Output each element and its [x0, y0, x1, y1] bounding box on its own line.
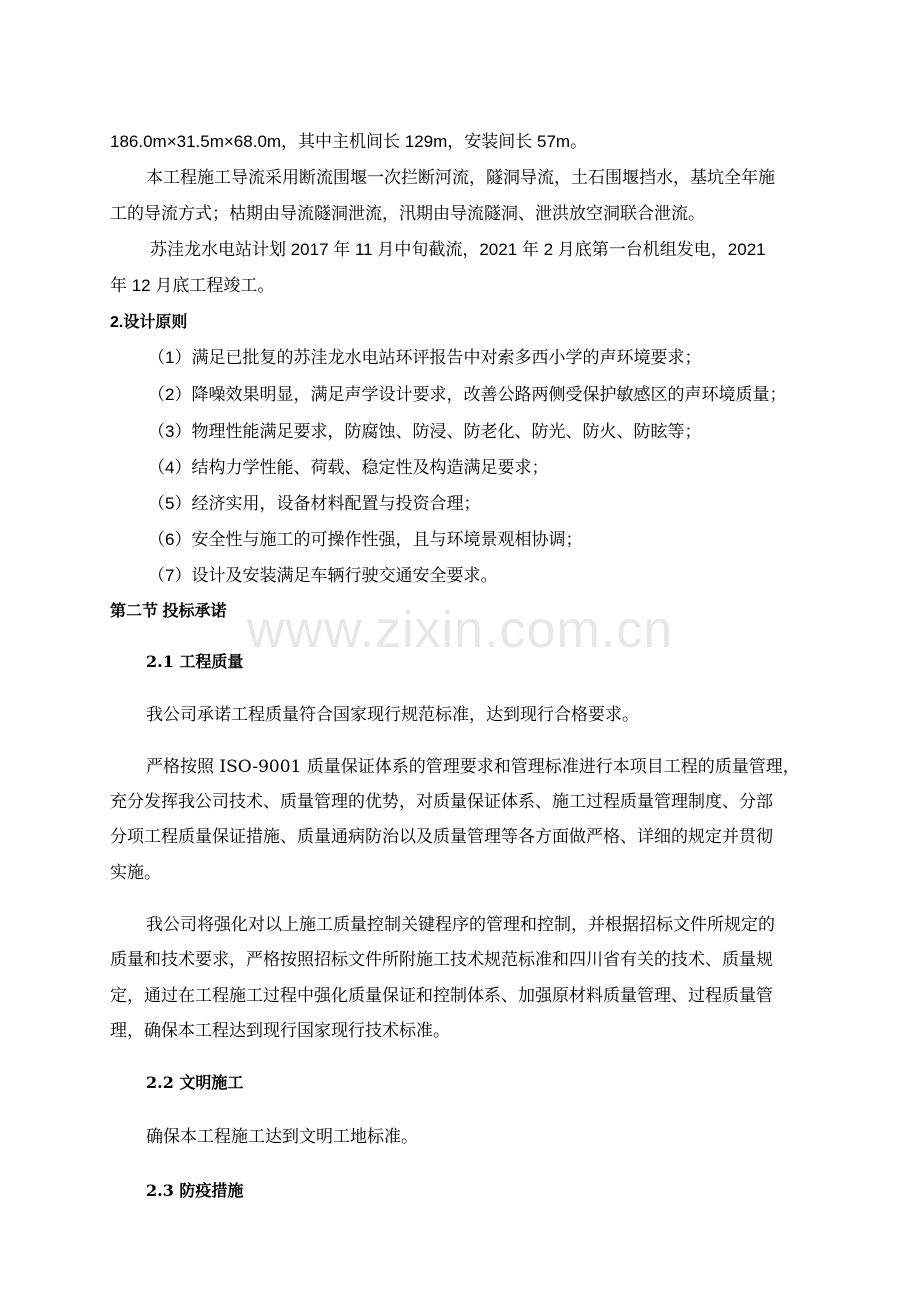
quality-paragraph-2-line: 严格按照 ISO-9001 质量保证体系的管理要求和管理标准进行本项目工程的质量管理，: [146, 757, 800, 777]
design-principles-heading: 2.设计原则: [110, 314, 188, 331]
quality-paragraph-3-line: 理，确保本工程达到现行国家现行技术标准。: [110, 1021, 450, 1041]
civilized-construction-heading: 2.2 文明施工: [146, 1073, 244, 1092]
quality-paragraph-1: 我公司承诺工程质量符合国家现行规范标准，达到现行合格要求。: [146, 705, 639, 725]
epidemic-prevention-heading: 2.3 防疫措施: [146, 1181, 244, 1200]
quality-paragraph-2-line: 分项工程质量保证措施、质量通病防治以及质量管理等各方面做严格、详细的规定并贯彻: [110, 827, 773, 847]
quality-paragraph-2-line: 实施。: [110, 863, 161, 883]
intro-schedule-line-2: 年 12 月底工程竣工。: [110, 276, 275, 295]
design-principle-item: （4）结构力学性能、荷载、稳定性及构造满足要求；: [148, 458, 549, 477]
watermark: www.zixin.com.cn: [246, 601, 674, 659]
quality-paragraph-3-line: 我公司将强化对以上施工质量控制关键程序的管理和控制，并根据招标文件所规定的: [146, 915, 775, 935]
quality-heading: 2.1 工程质量: [146, 652, 244, 671]
quality-paragraph-3-line: 质量和技术要求，严格按照招标文件所附施工技术规范标准和四川省有关的技术、质量规: [110, 950, 773, 970]
intro-diversion-line-2: 工的导流方式；枯期由导流隧洞泄流，汛期由导流隧洞、泄洪放空洞联合泄流。: [110, 204, 705, 223]
design-principle-item: （1）满足已批复的苏洼龙水电站环评报告中对索多西小学的声环境要求；: [148, 348, 702, 367]
quality-paragraph-3-line: 定，通过在工程施工过程中强化质量保证和控制体系、加强原材料质量管理、过程质量管: [110, 986, 773, 1006]
design-principle-item: （3）物理性能满足要求，防腐蚀、防浸、防老化、防光、防火、防眩等；: [148, 422, 702, 441]
design-principle-item: （6）安全性与施工的可操作性强，且与环境景观相协调；: [148, 530, 583, 549]
quality-paragraph-2-line: 充分发挥我公司技术、质量管理的优势，对质量保证体系、施工过程质量管理制度、分部: [110, 792, 773, 812]
design-principle-item: （2）降噪效果明显，满足声学设计要求，改善公路两侧受保护敏感区的声环境质量；: [148, 385, 787, 404]
section-heading: 第二节 投标承诺: [110, 603, 227, 620]
design-principle-item: （5）经济实用，设备材料配置与投资合理；: [148, 494, 481, 513]
design-principle-item: （7）设计及安装满足车辆行驶交通安全要求。: [148, 566, 498, 585]
intro-diversion-line-1: 本工程施工导流采用断流围堰一次拦断河流，隧洞导流，土石围堰挡水，基坑全年施: [146, 168, 775, 187]
intro-dimensions-line: 186.0m×31.5m×68.0m，其中主机间长 129m，安装间长 57m。: [110, 132, 588, 151]
intro-schedule-line-1: 苏洼龙水电站计划 2017 年 11 月中旬截流，2021 年 2 月底第一台机组发电，2021: [150, 240, 766, 259]
civilized-construction-paragraph: 确保本工程施工达到文明工地标准。: [146, 1127, 418, 1147]
